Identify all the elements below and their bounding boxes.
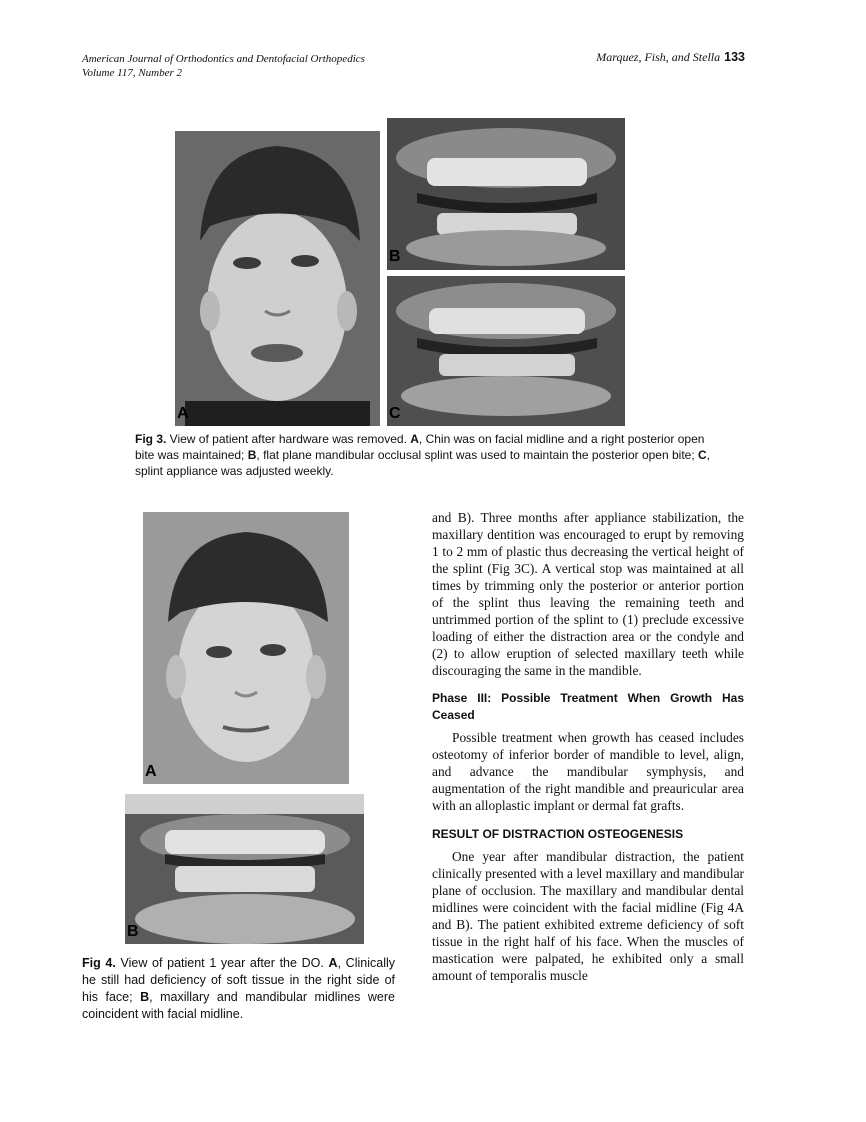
fig3-photo-b bbox=[387, 118, 625, 270]
fig3-caption-b: B bbox=[247, 448, 257, 462]
fig3-photo-c bbox=[387, 276, 625, 426]
fig3-caption-label: Fig 3. bbox=[135, 432, 167, 446]
fig3-caption-text: , splint appliance was adjusted weekly. bbox=[135, 448, 711, 478]
section-heading: RESULT OF DISTRACTION OSTEOGENESIS bbox=[432, 827, 684, 841]
fig4-label-b: B bbox=[127, 923, 139, 940]
fig4-caption-label: Fig 4. bbox=[82, 956, 116, 970]
fig3-caption-text: View of patient after hardware was removed. bbox=[166, 432, 411, 446]
fig4-caption-text: , maxillary and mandibular midlines were coincident with facial midline. bbox=[82, 990, 395, 1021]
fig4-caption-text: , Clinically he still had deficiency of soft tissue in the right side of his face; bbox=[82, 956, 395, 1004]
fig3-photo-a bbox=[175, 131, 380, 426]
body-column bbox=[432, 509, 744, 984]
fig3-label-b: B bbox=[389, 248, 401, 265]
fig3-label-c: C bbox=[389, 405, 401, 422]
fig3-caption-a: A bbox=[410, 432, 419, 446]
fig4-caption-b: B bbox=[140, 990, 150, 1004]
journal-title: American Journal of Orthodontics and Dentofacial Orthopedics bbox=[82, 53, 365, 65]
fig4-caption bbox=[82, 955, 395, 1023]
authors: Marquez, Fish, and Stella bbox=[596, 50, 721, 64]
fig4-label-a: A bbox=[145, 763, 157, 780]
fig4-photo-b bbox=[125, 794, 364, 944]
fig3-caption bbox=[135, 431, 710, 479]
fig3-caption-text: , Chin was on facial midline and a right posterior open bite was maintained; bbox=[135, 432, 705, 462]
fig3-caption-text: , flat plane mandibular occlusal splint was used to maintain the posterior open bite; bbox=[256, 448, 698, 462]
fig4-photo-a bbox=[143, 512, 349, 784]
fig4-caption-a: A bbox=[328, 956, 338, 970]
running-header-left bbox=[82, 52, 365, 80]
running-header-right bbox=[596, 50, 745, 65]
section-heading: Phase III: Possible Treatment When Growth Has Ceased bbox=[432, 691, 744, 722]
page-number: 133 bbox=[724, 50, 745, 64]
body-paragraph: Possible treatment when growth has ceased includes osteotomy of inferior border of mandible to level, align, and advance the mandibular symphysis, and augmentation of the right mandible and preauricular area with an alloplastic implant or dermal fat grafts. bbox=[432, 730, 744, 813]
body-paragraph: and B). Three months after appliance stabilization, the maxillary dentition was encouraged to erupt by removing 1 to 2 mm of plastic thus decreasing the vertical height of the splint (Fig 3C). A vertical stop was maintained at all times by trimming only the posterior or anterior portion of the splint thus leaving the remaining teeth and untrimmed portion of the splint to (1) preclude excessive loading of either the distraction area or the condyle and (2) to allow eruption of selected maxillary teeth while discouraging the same in the mandible. bbox=[432, 510, 744, 678]
fig4-caption-text: View of patient 1 year after the DO. bbox=[115, 956, 329, 970]
journal-volume: Volume 117, Number 2 bbox=[82, 67, 183, 79]
fig3-label-a: A bbox=[177, 405, 189, 422]
body-paragraph: One year after mandibular distraction, the patient clinically presented with a level maxillary and mandibular plane of occlusion. The maxillary and mandibular dental midlines were coincident with the facial midline (Fig 4A and B). The patient exhibited extreme deficiency of soft tissue in the right half of his face. When the muscles of mastication were palpated, he exhibited only a small amount of temporalis muscle bbox=[432, 849, 744, 983]
fig3-caption-c: C bbox=[698, 448, 707, 462]
